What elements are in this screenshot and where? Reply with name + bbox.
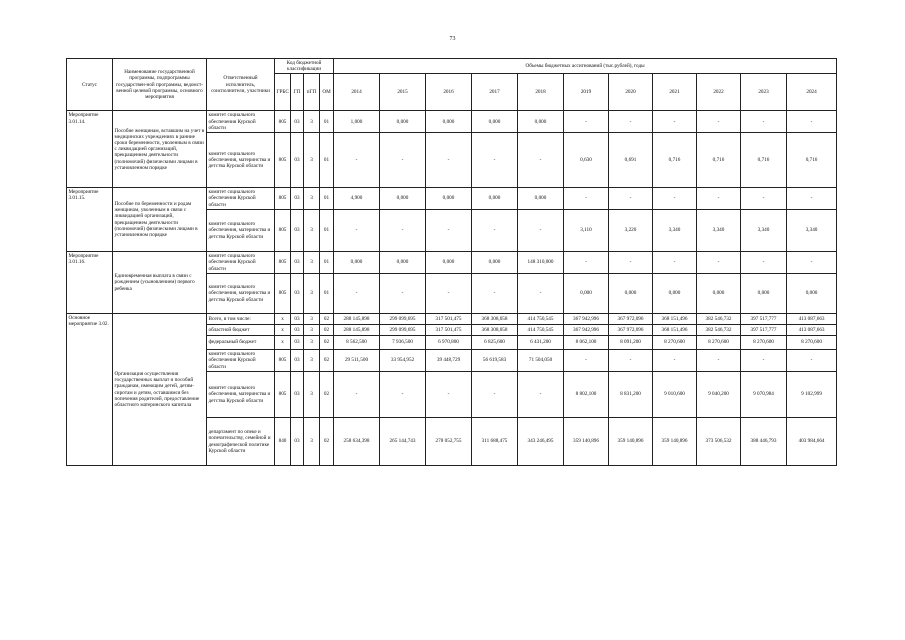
pgp-cell: 3 <box>304 325 320 336</box>
header-grbs: ГРБС <box>275 74 291 111</box>
gp-cell: 03 <box>291 210 304 252</box>
executor-cell: комитет социального обеспечения, материнства и детства Курской области <box>207 133 275 188</box>
program-name-cell: Пособие женщинам, вставшим на учет в медицинских учреждениях в ранние сроки беременности, уволенным в связи с ликвидацией организаций, прекращением деятельности (полномочий) физическими лицами в установленном порядке <box>113 111 207 188</box>
status-cell: Мероприятие 3.01.16. <box>67 252 113 314</box>
value-cell: 359 140,896 <box>653 418 697 466</box>
value-cell: 0,000 <box>472 252 518 274</box>
om-cell: 01 <box>320 188 334 210</box>
table-row <box>67 188 837 210</box>
grbs-cell: 805 <box>275 274 291 314</box>
value-cell: 0,000 <box>653 274 697 314</box>
om-cell: 01 <box>320 252 334 274</box>
value-cell: 0,000 <box>609 274 653 314</box>
value-cell: - <box>653 350 697 372</box>
gp-cell: 03 <box>291 372 304 418</box>
value-cell: 299 099,695 <box>380 314 426 325</box>
value-cell: 382 546,732 <box>697 314 741 325</box>
value-cell: 8 270,600 <box>653 336 697 350</box>
pgp-cell: 3 <box>304 252 320 274</box>
value-cell: 6 825,600 <box>472 336 518 350</box>
pgp-cell: 3 <box>304 336 320 350</box>
table-header <box>67 59 837 111</box>
header-year: 2017 <box>472 74 518 111</box>
value-cell: - <box>334 133 380 188</box>
value-cell: - <box>741 188 787 210</box>
gp-cell: 03 <box>291 252 304 274</box>
value-cell: - <box>741 350 787 372</box>
value-cell: - <box>518 274 564 314</box>
value-cell: 3,340 <box>741 210 787 252</box>
grbs-cell: 805 <box>275 350 291 372</box>
header-pgp: пГП <box>304 74 320 111</box>
executor-cell: комитет социального обеспечения Курской области <box>207 111 275 133</box>
value-cell: - <box>380 133 426 188</box>
gp-cell: 03 <box>291 418 304 466</box>
value-cell: 0,716 <box>787 133 837 188</box>
om-cell: 02 <box>320 350 334 372</box>
value-cell: 317 501,475 <box>426 325 472 336</box>
value-cell: 0,000 <box>334 252 380 274</box>
header-row <box>67 59 837 74</box>
grbs-cell: 805 <box>275 252 291 274</box>
value-cell: - <box>564 350 609 372</box>
value-cell: 0,716 <box>653 133 697 188</box>
value-cell: - <box>518 210 564 252</box>
gp-cell: 03 <box>291 350 304 372</box>
value-cell: 368 308,058 <box>472 314 518 325</box>
value-cell: 0,000 <box>380 111 426 133</box>
om-cell: 02 <box>320 314 334 325</box>
value-cell: 265 144,743 <box>380 418 426 466</box>
value-cell: 3,340 <box>787 210 837 252</box>
executor-cell: комитет социального обеспечения, материнства и детства Курской области <box>207 210 275 252</box>
om-cell: 02 <box>320 325 334 336</box>
grbs-cell: x <box>275 336 291 350</box>
value-cell: 413 087,663 <box>787 325 837 336</box>
page-number: 73 <box>449 36 456 42</box>
value-cell: 0,000 <box>518 111 564 133</box>
om-cell: 02 <box>320 418 334 466</box>
value-cell: 414 750,545 <box>518 325 564 336</box>
value-cell: 8 831,200 <box>609 372 653 418</box>
value-cell: - <box>741 111 787 133</box>
executor-cell: комитет социального обеспечения Курской области <box>207 252 275 274</box>
grbs-cell: x <box>275 314 291 325</box>
value-cell: 288 145,898 <box>334 325 380 336</box>
value-cell: 368 308,058 <box>472 325 518 336</box>
value-cell: - <box>697 188 741 210</box>
value-cell: - <box>472 372 518 418</box>
program-name-cell: Организация осуществления государственных выплат и пособий гражданам, имеющим детей, детям-сиротам и детям, оставшимся без попечения родителей, предоставление областного материнского капитала <box>113 314 207 466</box>
value-cell: - <box>787 188 837 210</box>
value-cell: 343 246,495 <box>518 418 564 466</box>
value-cell: - <box>697 111 741 133</box>
value-cell: - <box>380 274 426 314</box>
header-year: 2019 <box>564 74 609 111</box>
value-cell: 397 517,777 <box>741 325 787 336</box>
value-cell: 359 140,896 <box>564 418 609 466</box>
grbs-cell: 840 <box>275 418 291 466</box>
value-cell: 368 151,496 <box>653 325 697 336</box>
value-cell: - <box>426 133 472 188</box>
value-cell: - <box>472 210 518 252</box>
value-cell: - <box>426 210 472 252</box>
value-cell: 317 501,475 <box>426 314 472 325</box>
table-row <box>67 314 837 325</box>
status-cell: Мероприятие 3.01.15. <box>67 188 113 252</box>
value-cell: 403 984,664 <box>787 418 837 466</box>
executor-cell: областной бюджет <box>207 325 275 336</box>
value-cell: - <box>787 252 837 274</box>
executor-cell: федеральный бюджет <box>207 336 275 350</box>
header-status: Статус <box>67 59 113 111</box>
pgp-cell: 3 <box>304 372 320 418</box>
value-cell: - <box>653 252 697 274</box>
value-cell: - <box>609 111 653 133</box>
grbs-cell: 805 <box>275 372 291 418</box>
value-cell: - <box>609 188 653 210</box>
pgp-cell: 3 <box>304 418 320 466</box>
executor-cell: комитет социального обеспечения Курской области <box>207 350 275 372</box>
status-cell: Мероприятие 3.01.14. <box>67 111 113 188</box>
value-cell: 368 151,496 <box>653 314 697 325</box>
value-cell: - <box>518 133 564 188</box>
header-year: 2014 <box>334 74 380 111</box>
value-cell: - <box>334 274 380 314</box>
om-cell: 02 <box>320 336 334 350</box>
om-cell: 02 <box>320 372 334 418</box>
value-cell: 56 619,583 <box>472 350 518 372</box>
value-cell: - <box>472 133 518 188</box>
value-cell: - <box>334 210 380 252</box>
value-cell: 0,000 <box>380 188 426 210</box>
value-cell: 0,000 <box>426 252 472 274</box>
value-cell: - <box>426 274 472 314</box>
gp-cell: 03 <box>291 325 304 336</box>
header-year: 2018 <box>518 74 564 111</box>
value-cell: - <box>697 350 741 372</box>
value-cell: 33 954,952 <box>380 350 426 372</box>
header-year: 2020 <box>609 74 653 111</box>
value-cell: 278 052,755 <box>426 418 472 466</box>
table-row <box>67 111 837 133</box>
value-cell: 4,900 <box>334 188 380 210</box>
header-gp: ГП <box>291 74 304 111</box>
value-cell: 397 517,777 <box>741 314 787 325</box>
value-cell: 0,000 <box>426 188 472 210</box>
executor-cell: комитет социального обеспечения, материнства и детства Курской области <box>207 372 275 418</box>
header-year: 2023 <box>741 74 787 111</box>
value-cell: - <box>653 111 697 133</box>
gp-cell: 03 <box>291 274 304 314</box>
value-cell: 3,340 <box>653 210 697 252</box>
table-body <box>67 111 837 466</box>
value-cell: 9 010,600 <box>653 372 697 418</box>
gp-cell: 03 <box>291 133 304 188</box>
value-cell: 288 145,898 <box>334 314 380 325</box>
value-cell: 258 634,398 <box>334 418 380 466</box>
value-cell: 0,000 <box>426 111 472 133</box>
grbs-cell: 805 <box>275 111 291 133</box>
value-cell: - <box>426 372 472 418</box>
gp-cell: 03 <box>291 111 304 133</box>
value-cell: 311 688,475 <box>472 418 518 466</box>
value-cell: 299 099,695 <box>380 325 426 336</box>
value-cell: 367 942,996 <box>564 314 609 325</box>
value-cell: 0,691 <box>609 133 653 188</box>
header-year: 2015 <box>380 74 426 111</box>
value-cell: 71 504,050 <box>518 350 564 372</box>
value-cell: - <box>380 372 426 418</box>
gp-cell: 03 <box>291 336 304 350</box>
grbs-cell: 805 <box>275 133 291 188</box>
value-cell: - <box>564 111 609 133</box>
value-cell: - <box>787 111 837 133</box>
executor-cell: департамент по опеке и попечительству, семейной и демографической политике Курской области <box>207 418 275 466</box>
pgp-cell: 3 <box>304 314 320 325</box>
grbs-cell: x <box>275 325 291 336</box>
value-cell: 414 750,545 <box>518 314 564 325</box>
value-cell: 0,000 <box>472 111 518 133</box>
value-cell: - <box>787 350 837 372</box>
value-cell: - <box>518 372 564 418</box>
value-cell: 0,000 <box>741 274 787 314</box>
executor-cell: Всего, в том числе: <box>207 314 275 325</box>
header-volumes: Объемы бюджетных ассигнований (тыс.рублей), годы <box>334 59 837 74</box>
executor-cell: комитет социального обеспечения Курской области <box>207 188 275 210</box>
value-cell: 413 087,663 <box>787 314 837 325</box>
value-cell: 0,000 <box>697 274 741 314</box>
pgp-cell: 3 <box>304 350 320 372</box>
gp-cell: 03 <box>291 314 304 325</box>
value-cell: 3,220 <box>609 210 653 252</box>
value-cell: 8 270,600 <box>741 336 787 350</box>
om-cell: 01 <box>320 111 334 133</box>
header-executor: Ответственный исполнитель, соисполнители, участники <box>207 59 275 111</box>
value-cell: 8 802,100 <box>564 372 609 418</box>
value-cell: 39 448,729 <box>426 350 472 372</box>
value-cell: 8 091,200 <box>609 336 653 350</box>
pgp-cell: 3 <box>304 188 320 210</box>
value-cell: 8 562,500 <box>334 336 380 350</box>
header-name: Наименование государственной программы, подпрограммы государствен-ной программы, ведомст-венной целевой программы, основного мероприятия <box>113 59 207 111</box>
gp-cell: 03 <box>291 188 304 210</box>
header-budget-code: Код бюджетной классификации <box>275 59 334 74</box>
grbs-cell: 805 <box>275 210 291 252</box>
om-cell: 01 <box>320 274 334 314</box>
value-cell: 0,000 <box>518 188 564 210</box>
program-name-cell: Пособие по беременности и родам женщинам, уволенным в связи с ликвидацией организаций, прекращением деятельности (полномочий) физическими лицами в установленном порядке <box>113 188 207 252</box>
value-cell: 367 972,096 <box>609 325 653 336</box>
pgp-cell: 3 <box>304 111 320 133</box>
value-cell: 6 431,200 <box>518 336 564 350</box>
value-cell: - <box>564 252 609 274</box>
status-cell: Основное мероприятие 3.02. <box>67 314 113 466</box>
value-cell: 382 546,732 <box>697 325 741 336</box>
value-cell: - <box>697 252 741 274</box>
pgp-cell: 3 <box>304 210 320 252</box>
value-cell: 367 972,096 <box>609 314 653 325</box>
header-year: 2016 <box>426 74 472 111</box>
budget-table <box>66 58 837 466</box>
pgp-cell: 3 <box>304 274 320 314</box>
value-cell: 148 310,000 <box>518 252 564 274</box>
executor-cell: комитет социального обеспечения, материнства и детства Курской области <box>207 274 275 314</box>
om-cell: 01 <box>320 210 334 252</box>
value-cell: 9 070,984 <box>741 372 787 418</box>
value-cell: 373 506,532 <box>697 418 741 466</box>
value-cell: - <box>380 210 426 252</box>
value-cell: - <box>609 252 653 274</box>
value-cell: 9 040,200 <box>697 372 741 418</box>
grbs-cell: 805 <box>275 188 291 210</box>
value-cell: 388 446,793 <box>741 418 787 466</box>
value-cell: - <box>609 350 653 372</box>
value-cell: 8 270,600 <box>697 336 741 350</box>
header-year: 2022 <box>697 74 741 111</box>
program-name-cell: Единовременная выплата в связи с рождением (усыновлением) первого ребенка <box>113 252 207 314</box>
value-cell: - <box>564 188 609 210</box>
value-cell: 359 140,896 <box>609 418 653 466</box>
om-cell: 01 <box>320 133 334 188</box>
value-cell: - <box>653 188 697 210</box>
header-om: ОМ <box>320 74 334 111</box>
value-cell: - <box>472 274 518 314</box>
value-cell: 6 970,800 <box>426 336 472 350</box>
value-cell: 0,716 <box>697 133 741 188</box>
header-year: 2021 <box>653 74 697 111</box>
value-cell: 0,000 <box>787 274 837 314</box>
value-cell: 0,716 <box>741 133 787 188</box>
value-cell: 3,110 <box>564 210 609 252</box>
value-cell: 0,000 <box>472 188 518 210</box>
value-cell: 8 270,600 <box>787 336 837 350</box>
value-cell: 9 102,999 <box>787 372 837 418</box>
value-cell: - <box>334 372 380 418</box>
value-cell: - <box>741 252 787 274</box>
value-cell: 367 942,996 <box>564 325 609 336</box>
value-cell: 7 936,500 <box>380 336 426 350</box>
header-year: 2024 <box>787 74 837 111</box>
pgp-cell: 3 <box>304 133 320 188</box>
value-cell: 0,000 <box>380 252 426 274</box>
value-cell: 0,000 <box>564 274 609 314</box>
value-cell: 1,000 <box>334 111 380 133</box>
value-cell: 8 062,100 <box>564 336 609 350</box>
value-cell: 3,340 <box>697 210 741 252</box>
table-row <box>67 252 837 274</box>
value-cell: 29 511,500 <box>334 350 380 372</box>
value-cell: 0,630 <box>564 133 609 188</box>
